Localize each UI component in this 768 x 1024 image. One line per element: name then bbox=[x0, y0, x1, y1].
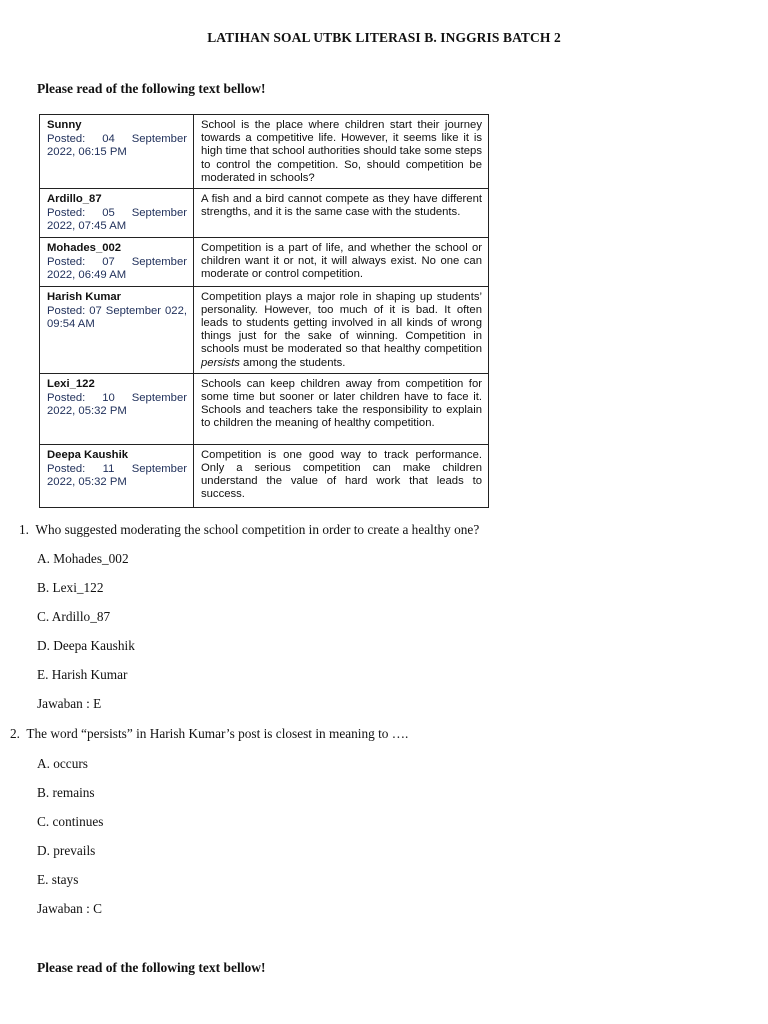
post-row bbox=[40, 237, 489, 286]
option-a: A. Mohades_002 bbox=[37, 551, 129, 566]
post-author: Mohades_002 bbox=[47, 241, 122, 254]
post-row bbox=[40, 373, 489, 444]
post-author: Harish Kumar bbox=[47, 290, 122, 303]
post-emphasis-word: persists bbox=[201, 356, 240, 369]
question-number: 2. bbox=[10, 726, 20, 741]
reading-instruction: Please read of the following text bellow! bbox=[37, 81, 266, 96]
forum-posts-table bbox=[39, 114, 489, 508]
option-e: E. stays bbox=[37, 872, 79, 887]
post-author-cell bbox=[40, 189, 194, 238]
question-2 bbox=[10, 726, 408, 742]
question-1 bbox=[19, 522, 479, 538]
post-message: Competition is one good way to track performance. Only a serious competition can make children understand the value of hard work that leads to success. bbox=[194, 444, 489, 507]
post-message: A fish and a bird cannot compete as they have different strengths, and it is the same case with the students. bbox=[194, 189, 489, 238]
post-date: Posted: 10 September 2022, 05:32 PM bbox=[47, 392, 187, 418]
option-c: C. continues bbox=[37, 814, 104, 829]
post-author: Lexi_122 bbox=[47, 377, 95, 390]
post-message: Schools can keep children away from competition for some time but sooner or later children have to face it. Schools and teachers take the responsibility to explain to children the meaning of healthy competition. bbox=[194, 373, 489, 444]
post-text-before: Competition plays a major role in shaping up students’ personality. However, too much of it is bad. It often leads to students getting involved in all kinds of wrong things just for the sake of winning. Competition in schools must be moderated so that healthy competition bbox=[201, 290, 482, 356]
post-text-after: among the students. bbox=[239, 356, 346, 369]
question-number: 1. bbox=[19, 522, 29, 537]
post-author-cell bbox=[40, 373, 194, 444]
post-message: Competition is a part of life, and whether the school or children want it or not, it will always exist. No one can moderate or control competition. bbox=[194, 237, 489, 286]
post-row bbox=[40, 189, 489, 238]
post-author: Deepa Kaushik bbox=[47, 448, 128, 461]
option-e: E. Harish Kumar bbox=[37, 667, 128, 682]
post-message: School is the place where children start their journey towards a competitive life. However, it seems like it is high time that school authorities should take some steps to control the competition. So, should competition be moderated in schools? bbox=[194, 115, 489, 189]
option-d: D. Deepa Kaushik bbox=[37, 638, 135, 653]
option-d: D. prevails bbox=[37, 843, 96, 858]
post-author-cell bbox=[40, 115, 194, 189]
answer-key: Jawaban : E bbox=[37, 696, 102, 711]
post-author-cell bbox=[40, 237, 194, 286]
question-text: The word “persists” in Harish Kumar’s post is closest in meaning to …. bbox=[26, 726, 409, 741]
post-date: Posted: 11 September 2022, 05:32 PM bbox=[47, 463, 187, 489]
option-c: C. Ardillo_87 bbox=[37, 609, 111, 624]
answer-key: Jawaban : C bbox=[37, 901, 102, 916]
post-date: Posted: 07 September 2022, 06:49 AM bbox=[47, 255, 187, 282]
post-date: Posted: 07 September 022, 09:54 AM bbox=[47, 304, 187, 331]
post-author-cell bbox=[40, 444, 194, 507]
question-text: Who suggested moderating the school competition in order to create a healthy one? bbox=[35, 522, 480, 537]
option-b: B. remains bbox=[37, 785, 95, 800]
post-author: Sunny bbox=[47, 119, 82, 131]
post-author: Ardillo_87 bbox=[47, 193, 102, 206]
option-a: A. occurs bbox=[37, 756, 88, 771]
option-b: B. Lexi_122 bbox=[37, 580, 104, 595]
post-date: Posted: 04 September 2022, 06:15 PM bbox=[47, 133, 187, 159]
post-date: Posted: 05 September 2022, 07:45 AM bbox=[47, 207, 187, 233]
reading-instruction-2: Please read of the following text bellow! bbox=[37, 960, 266, 975]
post-author-cell bbox=[40, 286, 194, 373]
post-row bbox=[40, 444, 489, 507]
post-row bbox=[40, 115, 489, 189]
post-row bbox=[40, 286, 489, 373]
post-message bbox=[194, 286, 489, 373]
document-title: LATIHAN SOAL UTBK LITERASI B. INGGRIS BATCH 2 bbox=[207, 30, 561, 45]
